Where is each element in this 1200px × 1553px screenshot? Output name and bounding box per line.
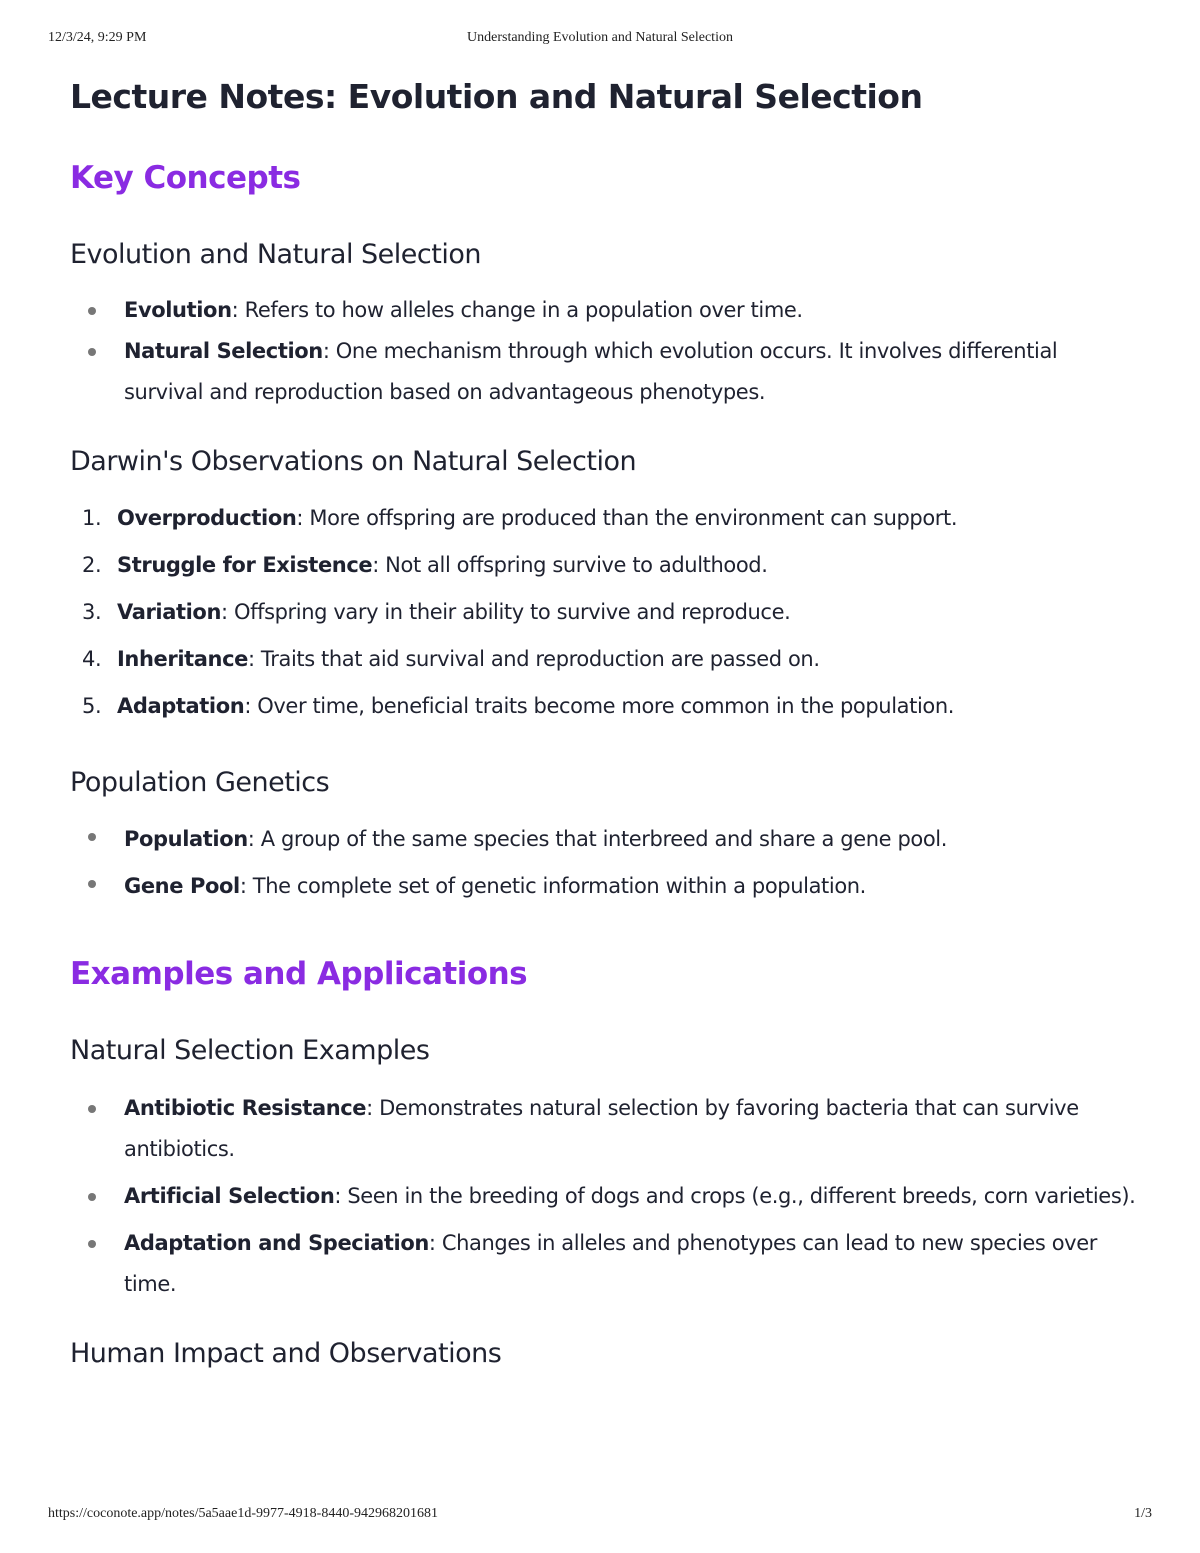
subsection-heading-population-genetics: Population Genetics (70, 767, 330, 798)
term: Adaptation and Speciation (124, 1231, 429, 1255)
subsection-heading-darwin: Darwin's Observations on Natural Selection (70, 446, 637, 477)
term: Natural Selection (124, 339, 323, 363)
subsection-heading-human-impact: Human Impact and Observations (70, 1338, 502, 1369)
term: Evolution (124, 298, 232, 322)
list-item (70, 1223, 1140, 1305)
term: Artificial Selection (124, 1184, 335, 1208)
subsection-heading-natural-selection-examples: Natural Selection Examples (70, 1035, 430, 1066)
list-item (70, 1176, 1140, 1217)
term: Overproduction (117, 506, 297, 530)
item-number: 1. (82, 506, 102, 530)
bullet-dot (88, 833, 96, 841)
definition: : A group of the same species that interbreed and share a gene pool. (247, 827, 947, 851)
definition: : Seen in the breeding of dogs and crops (e.g., different breeds, corn varieties). (334, 1184, 1136, 1208)
bullet-list-natural-selection-examples (70, 1088, 1140, 1305)
bullet-list-population-genetics (70, 816, 1140, 910)
list-item (70, 589, 1140, 636)
bullet-dot (88, 307, 96, 315)
list-item (70, 863, 1140, 910)
bullet-list-evolution (70, 290, 1140, 413)
definition: : The complete set of genetic information within a population. (239, 874, 866, 898)
bullet-dot (88, 880, 96, 888)
definition: : Not all offspring survive to adulthood. (372, 553, 768, 577)
bullet-dot (88, 1193, 96, 1201)
item-number: 2. (82, 553, 102, 577)
print-date: 12/3/24, 9:29 PM (48, 30, 147, 45)
list-item (70, 816, 1140, 863)
bullet-dot (88, 348, 96, 356)
term: Population (124, 827, 248, 851)
document-body (70, 74, 1140, 1373)
print-page-title: Understanding Evolution and Natural Selection (467, 30, 733, 45)
definition: : Traits that aid survival and reproduction are passed on. (247, 647, 820, 671)
term: Inheritance (117, 647, 248, 671)
list-item (70, 542, 1140, 589)
item-number: 4. (82, 647, 102, 671)
section-heading-key-concepts: Key Concepts (70, 160, 301, 196)
numbered-list-darwin (70, 495, 1140, 730)
item-number: 3. (82, 600, 102, 624)
list-item (70, 331, 1140, 413)
list-item (70, 683, 1140, 730)
print-url: https://coconote.app/notes/5a5aae1d-9977-4918-8440-942968201681 (48, 1506, 438, 1521)
bullet-dot (88, 1105, 96, 1113)
definition: : One mechanism through which evolution occurs. It involves differential survival and reproduction based on advantageous phenotypes. (124, 339, 1058, 404)
definition: : Demonstrates natural selection by favoring bacteria that can survive antibiotics. (124, 1096, 1079, 1161)
definition: : More offspring are produced than the environment can support. (296, 506, 958, 530)
list-item (70, 290, 1140, 331)
subsection-heading-evolution: Evolution and Natural Selection (70, 239, 481, 270)
bullet-dot (88, 1240, 96, 1248)
list-item (70, 495, 1140, 542)
section-heading-examples: Examples and Applications (70, 956, 528, 992)
document-title: Lecture Notes: Evolution and Natural Selection (70, 77, 923, 116)
item-number: 5. (82, 694, 102, 718)
definition: : Refers to how alleles change in a population over time. (231, 298, 803, 322)
term: Struggle for Existence (117, 553, 373, 577)
definition: : Changes in alleles and phenotypes can lead to new species over time. (124, 1231, 1097, 1296)
term: Variation (117, 600, 222, 624)
term: Antibiotic Resistance (124, 1096, 367, 1120)
list-item (70, 636, 1140, 683)
definition: : Offspring vary in their ability to survive and reproduce. (221, 600, 791, 624)
list-item (70, 1088, 1140, 1170)
definition: : Over time, beneficial traits become more common in the population. (244, 694, 955, 718)
page-number: 1/3 (1134, 1506, 1152, 1521)
term: Gene Pool (124, 874, 240, 898)
term: Adaptation (117, 694, 245, 718)
